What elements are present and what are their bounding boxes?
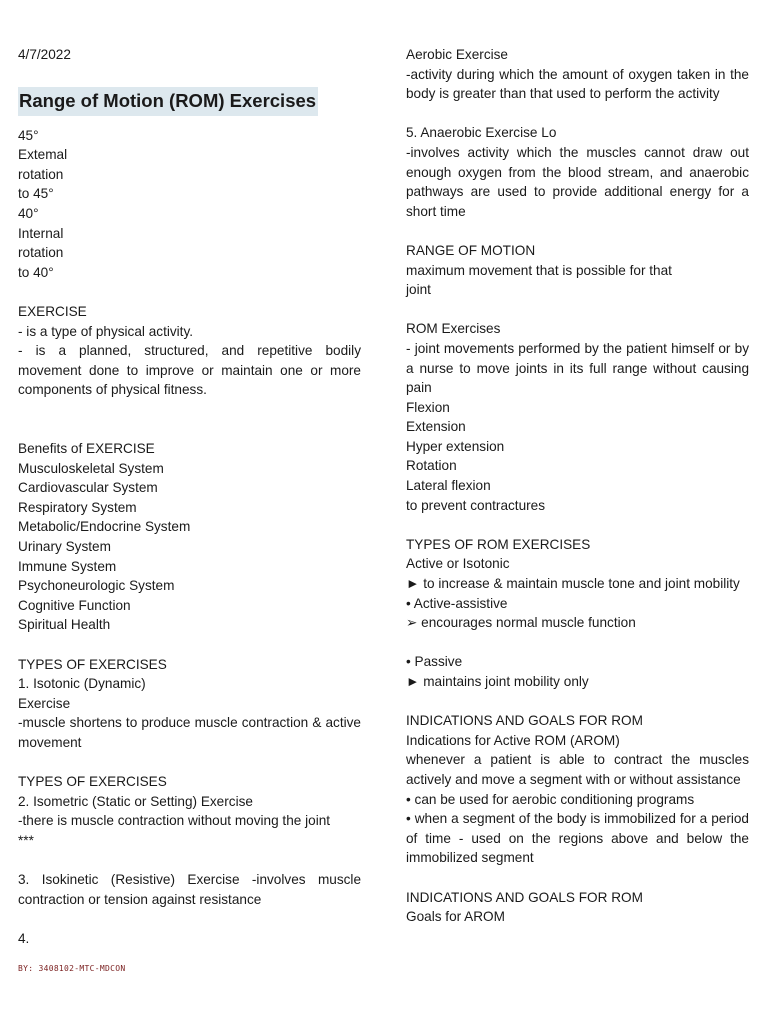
benefit-item: Respiratory System xyxy=(18,499,137,515)
active-assistive-description: ➢ encourages normal muscle function xyxy=(406,615,636,631)
angle-line: rotation xyxy=(18,245,64,261)
anaerobic-heading: 5. Anaerobic Exercise Lo xyxy=(406,125,557,141)
rom-exercises-description: - joint movements performed by the patient himself or by a nurse to move joints in its full range without causing pain xyxy=(406,340,749,396)
rom-exercises-heading: ROM Exercises xyxy=(406,321,501,337)
indications-heading: INDICATIONS AND GOALS FOR ROM xyxy=(406,713,643,729)
author-footer: BY: 3408102-MTC-MDCON xyxy=(18,964,126,973)
movement-item: Rotation xyxy=(406,458,457,474)
benefit-item: Metabolic/Endocrine System xyxy=(18,519,191,535)
benefits-heading: Benefits of EXERCISE xyxy=(18,441,155,457)
benefit-item: Cognitive Function xyxy=(18,597,131,613)
isometric-title: 2. Isometric (Static or Setting) Exercise xyxy=(18,793,253,809)
angle-line: Extemal xyxy=(18,147,68,163)
stars-marker: *** xyxy=(18,832,34,848)
right-column xyxy=(406,45,749,927)
movement-item: to prevent contractures xyxy=(406,497,546,513)
aerobic-heading: Aerobic Exercise xyxy=(406,47,508,62)
active-type-description: ► to increase & maintain muscle tone and joint mobility xyxy=(406,576,740,592)
exercise-heading: EXERCISE xyxy=(18,303,87,319)
exercise-definition-2: - is a planned, structured, and repetitive bodily movement done to improve or maintain one or more components of physical fitness. xyxy=(18,343,361,398)
date: 4/7/2022 xyxy=(18,47,71,62)
page-title: Range of Motion (ROM) Exercises xyxy=(18,87,318,116)
indications-subheading: Indications for Active ROM (AROM) xyxy=(406,732,620,748)
indication-bullet: • when a segment of the body is immobilized for a period of time - used on the regions above and below the immobilized segment xyxy=(406,811,749,866)
isotonic-description: -muscle shortens to produce muscle contraction & active movement xyxy=(18,715,361,750)
movement-item: Hyper extension xyxy=(406,438,505,454)
benefit-item: Spiritual Health xyxy=(18,617,111,633)
anaerobic-description: -involves activity which the muscles cannot draw out enough oxygen from the blood stream, and anaerobic pathways are used to provide additional energy for a short time xyxy=(406,144,749,219)
rom-definition-2: joint xyxy=(406,282,431,298)
isotonic-title-2: Exercise xyxy=(18,695,71,711)
types-heading: TYPES OF EXERCISES xyxy=(18,656,167,672)
rom-definition: maximum movement that is possible for that xyxy=(406,262,672,278)
benefit-item: Musculoskeletal System xyxy=(18,460,164,476)
movement-item: Flexion xyxy=(406,399,450,415)
angle-line: 40° xyxy=(18,205,39,221)
passive-description: ► maintains joint mobility only xyxy=(406,674,589,689)
passive-type: • Passive xyxy=(406,654,463,670)
rom-heading: RANGE OF MOTION xyxy=(406,242,536,258)
indication-bullet: • can be used for aerobic conditioning programs xyxy=(406,791,695,807)
item-four: 4. xyxy=(18,930,30,946)
indications-description: whenever a patient is able to contract the muscles actively and move a segment with or without assistance xyxy=(406,752,749,787)
benefit-item: Psychoneurologic System xyxy=(18,578,175,594)
angle-line: to 45° xyxy=(18,186,54,202)
benefit-item: Cardiovascular System xyxy=(18,480,158,496)
movement-item: Lateral flexion xyxy=(406,478,491,494)
exercise-definition-1: - is a type of physical activity. xyxy=(18,323,194,339)
angle-line: rotation xyxy=(18,166,64,182)
aerobic-description: -activity during which the amount of oxygen taken in the body is greater than that used to perform the activity xyxy=(406,66,749,102)
movement-item: Extension xyxy=(406,419,466,435)
angle-line: to 40° xyxy=(18,264,54,280)
left-column xyxy=(18,45,361,949)
isotonic-title: 1. Isotonic (Dynamic) xyxy=(18,676,146,692)
rom-types-heading: TYPES OF ROM EXERCISES xyxy=(406,536,591,552)
isometric-description: -there is muscle contraction without moving the joint xyxy=(18,813,331,829)
types-heading: TYPES OF EXERCISES xyxy=(18,774,167,790)
isokinetic-description: 3. Isokinetic (Resistive) Exercise -involves muscle contraction or tension against resistance xyxy=(18,872,361,907)
angle-line: Internal xyxy=(18,225,64,241)
angle-line: 45° xyxy=(18,127,39,143)
benefit-item: Urinary System xyxy=(18,539,111,555)
active-type: Active or Isotonic xyxy=(406,556,510,572)
goals-subheading: Goals for AROM xyxy=(406,909,505,925)
active-assistive-type: • Active-assistive xyxy=(406,595,508,611)
benefit-item: Immune System xyxy=(18,558,117,574)
goals-heading: INDICATIONS AND GOALS FOR ROM xyxy=(406,889,643,905)
